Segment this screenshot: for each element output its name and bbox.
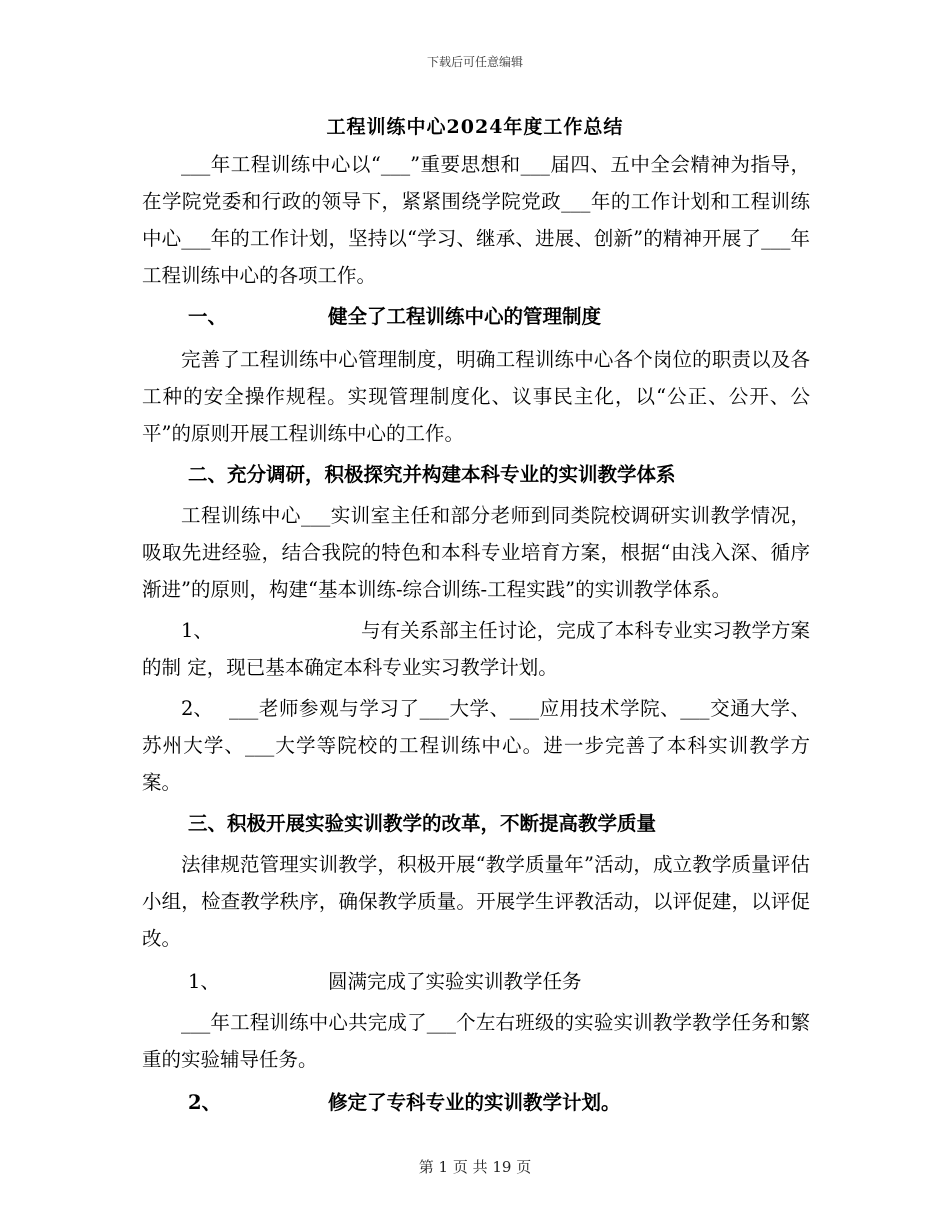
section-2-item-2 xyxy=(142,690,810,801)
section-2-item-1 xyxy=(142,612,810,686)
page-header: 下载后可任意编辑 xyxy=(426,55,523,69)
section-3-sub-1-number: 1、 xyxy=(188,970,220,993)
section-2-paragraph: 工程训练中心___实训室主任和部分老师到同类院校调研实训教学情况，吸取先进经验，结合我院的特色和本科专业培育方案，根据“由浅入深、循序渐进”的原则，构建“基本训练-综合训练-工程实践”的实训教学体系。 xyxy=(142,504,810,601)
section-3-paragraph: 法律规范管理实训教学，积极开展“教学质量年”活动，成立教学质量评估小组，检查教学秩序，确保教学质量。开展学生评教活动，以评促建，以评促改。 xyxy=(142,853,810,950)
section-1-number: 一、 xyxy=(188,305,228,328)
section-2-item-1-text: 与有关系部主任讨论，完成了本科专业实习教学方案的制 定，现已基本确定本科专业实习教学计划。 xyxy=(142,619,810,679)
section-2-item-2-text: ___老师参观与学习了___大学、___应用技术学院、___交通大学、苏州大学、___大学等院校的工程训练中心。进一步完善了本科实训教学方案。 xyxy=(142,697,810,794)
section-3-sub-2-heading xyxy=(142,1084,810,1121)
section-3-sub-1-title: 圆满完成了实验实训教学任务 xyxy=(328,970,582,993)
section-1-paragraph: 完善了工程训练中心管理制度，明确工程训练中心各个岗位的职责以及各工种的安全操作规程。实现管理制度化、议事民主化，以“公正、公开、公平”的原则开展工程训练中心的工作。 xyxy=(142,348,810,445)
section-3-sub-1-heading xyxy=(142,963,810,1000)
section-3-title: 三、积极开展实验实训教学的改革，不断提高教学质量 xyxy=(188,812,657,835)
section-2-title: 二、充分调研，积极探究并构建本科专业的实训教学体系 xyxy=(188,463,676,486)
page-footer: 第 1 页 共 19 页 xyxy=(418,1158,532,1176)
section-3-sub-2-title: 修定了专科专业的实训教学计划。 xyxy=(328,1091,621,1114)
section-2-item-2-number: 2、 xyxy=(181,697,213,720)
section-1-heading xyxy=(142,298,810,335)
section-1-title: 健全了工程训练中心的管理制度 xyxy=(328,305,602,328)
section-3-heading xyxy=(142,805,810,842)
section-3-sub-2-number: 2、 xyxy=(188,1091,222,1114)
intro-paragraph: ___年工程训练中心以“___”重要思想和___届四、五中全会精神为指导，在学院党委和行政的领导下，紧紧围绕学院党政___年的工作计划和工程训练中心___年的工作计划，坚持以“学习、继承、进展、创新”的精神开展了___年工程训练中心的各项工作。 xyxy=(142,153,810,287)
section-2-heading xyxy=(142,456,810,493)
document-body xyxy=(142,146,810,1121)
section-2-item-1-number: 1、 xyxy=(181,619,213,642)
document-title: 工程训练中心2024年度工作总结 xyxy=(326,116,624,138)
section-3-sub-1-paragraph: ___年工程训练中心共完成了___个左右班级的实验实训教学教学任务和繁重的实验辅导任务。 xyxy=(142,1011,810,1071)
